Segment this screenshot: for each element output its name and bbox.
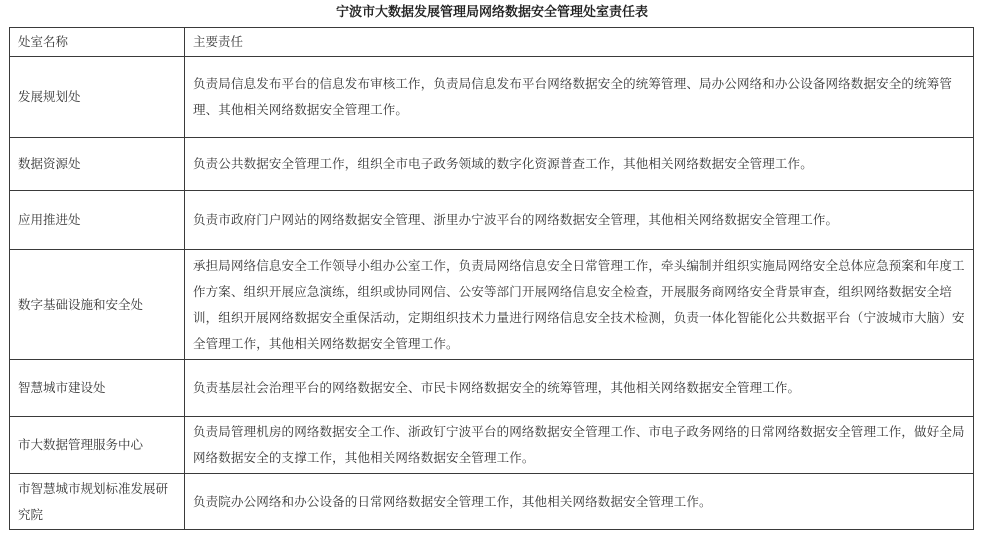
responsibility-table — [9, 27, 974, 530]
dept-cell: 智慧城市建设处 — [10, 360, 185, 417]
header-dept-name: 处室名称 — [10, 28, 185, 57]
duty-cell: 负责公共数据安全管理工作，组织全市电子政务领域的数字化资源普查工作，其他相关网络数据安全管理工作。 — [185, 138, 974, 191]
table-row — [10, 250, 974, 360]
dept-cell: 发展规划处 — [10, 57, 185, 138]
header-main-duty: 主要责任 — [185, 28, 974, 57]
page-title: 宁波市大数据发展管理局网络数据安全管理处室责任表 — [335, 5, 648, 20]
duty-cell: 负责局信息发布平台的信息发布审核工作，负责局信息发布平台网络数据安全的统筹管理、局办公网络和办公设备网络数据安全的统筹管理、其他相关网络数据安全管理工作。 — [185, 57, 974, 138]
table-row — [10, 138, 974, 191]
table-row — [10, 474, 974, 530]
dept-cell: 应用推进处 — [10, 191, 185, 250]
table-header-row — [10, 28, 974, 57]
dept-cell: 市智慧城市规划标准发展研究院 — [10, 474, 185, 530]
duty-cell: 负责局管理机房的网络数据安全工作、浙政钉宁波平台的网络数据安全管理工作、市电子政务网络的日常网络数据安全管理工作，做好全局网络数据安全的支撑工作，其他相关网络数据安全管理工作。 — [185, 417, 974, 474]
dept-cell: 数据资源处 — [10, 138, 185, 191]
table-row — [10, 360, 974, 417]
dept-cell: 数字基础设施和安全处 — [10, 250, 185, 360]
duty-cell: 负责院办公网络和办公设备的日常网络数据安全管理工作，其他相关网络数据安全管理工作。 — [185, 474, 974, 530]
table-row — [10, 57, 974, 138]
table-row — [10, 417, 974, 474]
table-row — [10, 191, 974, 250]
duty-cell: 负责基层社会治理平台的网络数据安全、市民卡网络数据安全的统筹管理，其他相关网络数据安全管理工作。 — [185, 360, 974, 417]
duty-cell: 承担局网络信息安全工作领导小组办公室工作，负责局网络信息安全日常管理工作，牵头编制并组织实施局网络安全总体应急预案和年度工作方案、组织开展应急演练，组织或协同网信、公安等部门开展网络信息安全检查，开展服务商网络安全背景审查，组织网络数据安全培训，组织开展网络数据安全重保活动，定期组织技术力量进行网络信息安全技术检测，负责一体化智能化公共数据平台（宁波城市大脑）安全管理工作，其他相关网络数据安全管理工作。 — [185, 250, 974, 360]
duty-cell: 负责市政府门户网站的网络数据安全管理、浙里办宁波平台的网络数据安全管理，其他相关网络数据安全管理工作。 — [185, 191, 974, 250]
dept-cell: 市大数据管理服务中心 — [10, 417, 185, 474]
